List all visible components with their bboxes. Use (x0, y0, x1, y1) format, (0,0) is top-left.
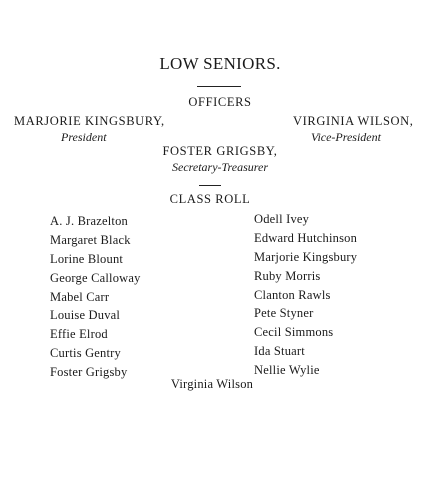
roll-name: Louise Duval (50, 308, 121, 323)
officers-heading: OFFICERS (188, 95, 252, 109)
vice-president-role: Vice-President (311, 130, 381, 144)
roll-name: Curtis Gentry (50, 346, 121, 361)
roll-name: Mabel Carr (50, 289, 110, 304)
vice-president-block (293, 114, 413, 145)
roll-name: Lorine Blount (50, 251, 124, 266)
page-title: LOW SENIORS. (159, 54, 281, 73)
roll-name: A. J. Brazelton (50, 214, 128, 228)
roll-name: Foster Grigsby (50, 365, 128, 380)
roll-name: Clanton Rawls (254, 287, 331, 302)
roll-name: Odell Ivey (254, 212, 310, 226)
roll-name: Nellie Wylie (254, 363, 320, 378)
roll-name: Ruby Morris (254, 268, 321, 283)
class-roll-heading: CLASS ROLL (169, 192, 251, 206)
president-name: MARJORIE KINGSBURY, (14, 114, 165, 128)
secretary-treasurer-name: FOSTER GRIGSBY, (162, 144, 278, 158)
roll-name: Pete Styner (254, 306, 314, 321)
class-roll-left-column (50, 212, 141, 382)
roll-name: George Calloway (50, 270, 141, 285)
roll-name: Effie Elrod (50, 327, 108, 342)
roll-name: Margaret Black (50, 232, 131, 247)
roll-name: Marjorie Kingsbury (254, 249, 358, 264)
president-role: President (61, 130, 107, 144)
divider-rule (197, 86, 241, 87)
vice-president-name: VIRGINIA WILSON, (293, 114, 414, 128)
secretary-treasurer-role: Secretary-Treasurer (172, 160, 268, 174)
divider-rule-short (199, 185, 221, 186)
roll-name: Cecil Simmons (254, 325, 334, 340)
president-block (14, 114, 165, 145)
roll-name: Edward Hutchinson (254, 230, 358, 245)
roll-name: Ida Stuart (254, 344, 305, 359)
roll-name-last: Virginia Wilson (170, 377, 254, 391)
secretary-treasurer-block (0, 144, 440, 175)
class-roll-right-column (254, 210, 357, 380)
